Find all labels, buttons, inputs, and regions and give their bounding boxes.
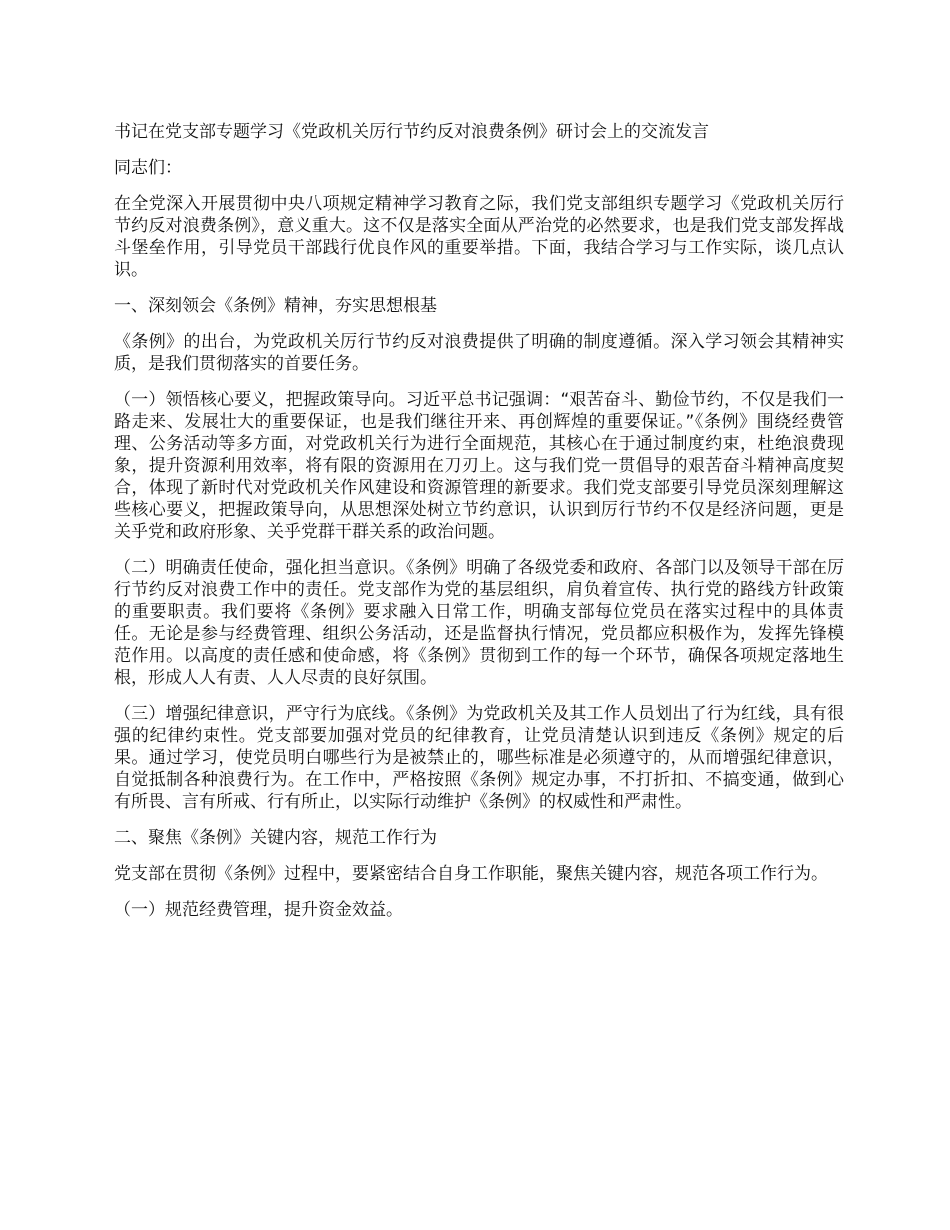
document-page (114, 121, 844, 935)
section-heading: 一、深刻领会《条例》精神，夯实思想根基 (114, 296, 437, 316)
salutation: 同志们： (114, 158, 182, 178)
document-title: 书记在党支部专题学习《党政机关厉行节约反对浪费条例》研讨会上的交流发言 (114, 122, 709, 142)
section-lead-paragraph: 党支部在贯彻《条例》过程中，要紧密结合自身工作职能，聚焦关键内容，规范各项工作行为。 (114, 864, 828, 884)
section-point-paragraph: （二）明确责任使命，强化担当意识。《条例》明确了各级党委和政府、各部门以及领导干部在厉行节约反对浪费工作中的责任。党支部作为党的基层组织，肩负着宣传、执行党的路线方针政策的重要职责。我们要将《条例》要求融入日常工作，明确支部每位党员在落实过程中的具体责任。无论是参与经费管理、组织公务活动，还是监督执行情况，党员都应积极作为，发挥先锋模范作用。以高度的责任感和使命感，将《条例》贯彻到工作的每一个环节，确保各项规定落地生根，形成人人有责、人人尽责的良好氛围。 (114, 558, 844, 688)
section-lead-paragraph: 《条例》的出台，为党政机关厉行节约反对浪费提供了明确的制度遵循。深入学习领会其精神实质，是我们贯彻落实的首要任务。 (114, 332, 844, 374)
section-point-paragraph: （一）规范经费管理，提升资金效益。 (114, 900, 403, 920)
intro-paragraph: 在全党深入开展贯彻中央八项规定精神学习教育之际，我们党支部组织专题学习《党政机关厉行节约反对浪费条例》，意义重大。这不仅是落实全面从严治党的必然要求，也是我们党支部发挥战斗堡垒作用，引导党员干部践行优良作风的重要举措。下面，我结合学习与工作实际，谈几点认识。 (114, 194, 844, 280)
section-point-paragraph: （一）领悟核心要义，把握政策导向。习近平总书记强调：“艰苦奋斗、勤俭节约，不仅是我们一路走来、发展壮大的重要保证，也是我们继往开来、再创辉煌的重要保证。”《条例》围绕经费管理、公务活动等多方面，对党政机关行为进行全面规范，其核心在于通过制度约束，杜绝浪费现象，提升资源利用效率，将有限的资源用在刀刃上。这与我们党一贯倡导的艰苦奋斗精神高度契合，体现了新时代对党政机关作风建设和资源管理的新要求。我们党支部要引导党员深刻理解这些核心要义，把握政策导向，从思想深处树立节约意识，认识到厉行节约不仅是经济问题，更是关乎党和政府形象、关乎党群干群关系的政治问题。 (114, 390, 844, 542)
section-point-paragraph: （三）增强纪律意识，严守行为底线。《条例》为党政机关及其工作人员划出了行为红线，具有很强的纪律约束性。党支部要加强对党员的纪律教育，让党员清楚认识到违反《条例》规定的后果。通过学习，使党员明白哪些行为是被禁止的，哪些标准是必须遵守的，从而增强纪律意识，自觉抵制各种浪费行为。在工作中，严格按照《条例》规定办事，不打折扣、不搞变通，做到心有所畏、言有所戒、行有所止，以实际行动维护《条例》的权威性和严肃性。 (114, 704, 844, 812)
section-heading: 二、聚焦《条例》关键内容，规范工作行为 (114, 828, 437, 848)
